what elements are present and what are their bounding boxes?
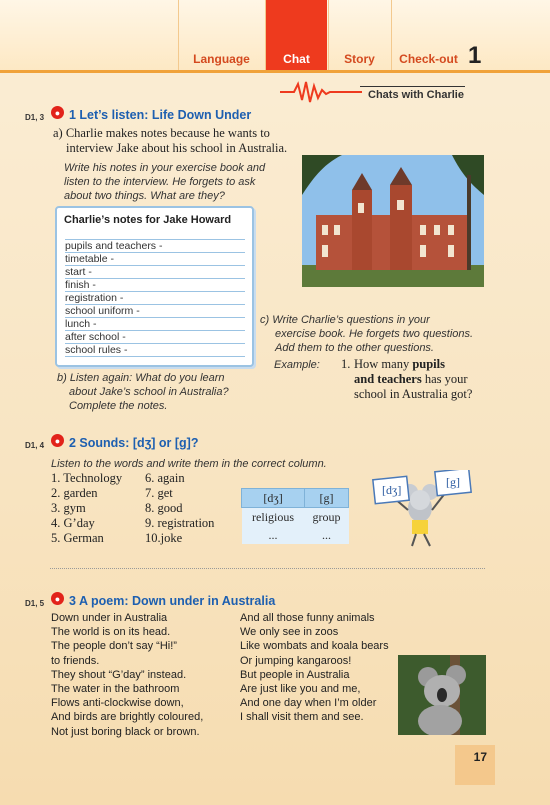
notes-rule [65,227,245,240]
task-2-instructions: Listen to the words and write them in the correct column. [51,458,327,470]
list-item: 8. good [145,501,183,515]
example-question: How many pupils and teachers has your school in Australia got? [354,357,473,401]
poem-line: And all those funny animals [240,612,375,624]
text-line: Write his notes in your exercise book and [64,162,266,174]
poem-line: I shall visit them and see. [240,711,364,724]
poem-line: We only see in zoos [240,626,339,639]
tab-story[interactable]: Story [328,0,390,70]
list-item: 9. registration [145,516,215,530]
text-line: about two things. What are they? [64,190,225,202]
poem-line: And birds are brightly coloured, [51,711,204,724]
poem-left-stanza [51,611,203,739]
sign-label: [dʒ] [382,483,402,497]
list-item: 10.joke [145,531,183,545]
text-line: interview Jake about his school in Australia. [66,141,288,155]
koala-photo [398,655,486,735]
poem-line: Like wombats and koala bears [240,640,389,653]
list-item: 5. German [51,531,104,545]
table-header: [g] [305,489,349,508]
heartbeat-line-icon [280,80,362,104]
list-item: school uniform - [65,305,245,318]
table-cell: ... [242,526,305,544]
poem-line: The water in the bathroom [51,683,180,696]
sounds-table [241,488,349,544]
list-item: 7. get [145,486,173,500]
table-cell: ... [305,526,349,544]
sign-label: [g] [446,475,460,489]
cd-icon: ● [51,434,64,447]
notes-card [55,206,254,367]
list-item: 4. G’day [51,516,95,530]
cd-track-marker: D1, 5 [25,599,45,608]
task-a-text [53,126,287,156]
word-list-right [145,471,214,546]
list-item: finish - [65,279,245,292]
unit-number: 1 [468,42,482,69]
example-number: 1. [341,357,351,371]
poem-line: Or jumping kangaroos! [240,654,352,667]
header-rule [0,70,550,73]
list-item: 3. gym [51,501,86,515]
poem-line: But people in Australia [240,668,350,681]
chats-label: Chats with Charlie [368,89,464,101]
page-number: 17 [473,750,487,764]
task-a-instructions [64,161,265,203]
tab-check-out[interactable]: Check-out [391,0,465,70]
poem-line: The people don’t say “Hi!” [51,640,177,653]
page-number-tab [455,745,495,785]
list-item: timetable - [65,253,245,266]
poem-line: They shout “G’day” instead. [51,668,187,681]
poem-line: Not just boring black or brown. [51,725,200,738]
cd-track-marker: D1, 4 [25,441,45,450]
school-photo [302,155,484,287]
poem-line: And one day when I’m older [240,697,377,710]
text-line: c) Write Charlie’s questions in your [260,314,430,326]
list-item: registration - [65,292,245,305]
tab-language[interactable]: Language [178,0,264,70]
task-c-instructions [260,313,473,355]
section-title-sounds: 2 Sounds: [dʒ] or [g]? [69,436,199,450]
notes-title: Charlie’s notes for Jake Howard [64,214,232,226]
section-title-poem: 3 A poem: Down under in Australia [69,594,276,608]
mouse-illustration [372,470,472,548]
poem-right-stanza [240,611,389,725]
table-cell: religious [242,508,305,527]
word-list-left [51,471,122,546]
list-item: 2. garden [51,486,98,500]
table-header: [dʒ] [242,489,305,508]
text-line: b) Listen again: What do you learn [57,372,225,384]
list-item: 6. again [145,471,185,485]
poem-line: Flows anti-clockwise down, [51,697,184,710]
poem-line: The world is on its head. [51,626,171,639]
task-b-instructions [57,371,229,413]
text-line: exercise book. He forgets two questions. [275,328,474,340]
text-line: a) Charlie makes notes because he wants to [53,126,270,140]
section-title-listen: 1 Let’s listen: Life Down Under [69,108,252,122]
text-line: listen to the interview. He forgets to ask [64,176,256,188]
chats-rule [360,86,465,87]
table-cell: group [305,508,349,527]
tab-chat[interactable]: Chat [265,0,327,70]
example-label: Example: [274,359,320,371]
cd-icon: ● [51,592,64,605]
text-line: Add them to the other questions. [275,342,434,354]
text-line: Complete the notes. [69,400,168,412]
cd-icon: ● [51,106,64,119]
section-divider [50,568,485,569]
poem-line: to friends. [51,654,100,667]
list-item: lunch - [65,318,245,331]
list-item: after school - [65,331,245,344]
poem-line: Down under in Australia [51,612,168,624]
list-item: school rules - [65,344,245,357]
list-item: start - [65,266,245,279]
text-line: about Jake’s school in Australia? [69,386,229,398]
list-item: pupils and teachers - [65,240,245,253]
poem-line: Are just like you and me, [240,683,361,696]
cd-track-marker: D1, 3 [25,113,45,122]
list-item: 1. Technology [51,471,123,485]
